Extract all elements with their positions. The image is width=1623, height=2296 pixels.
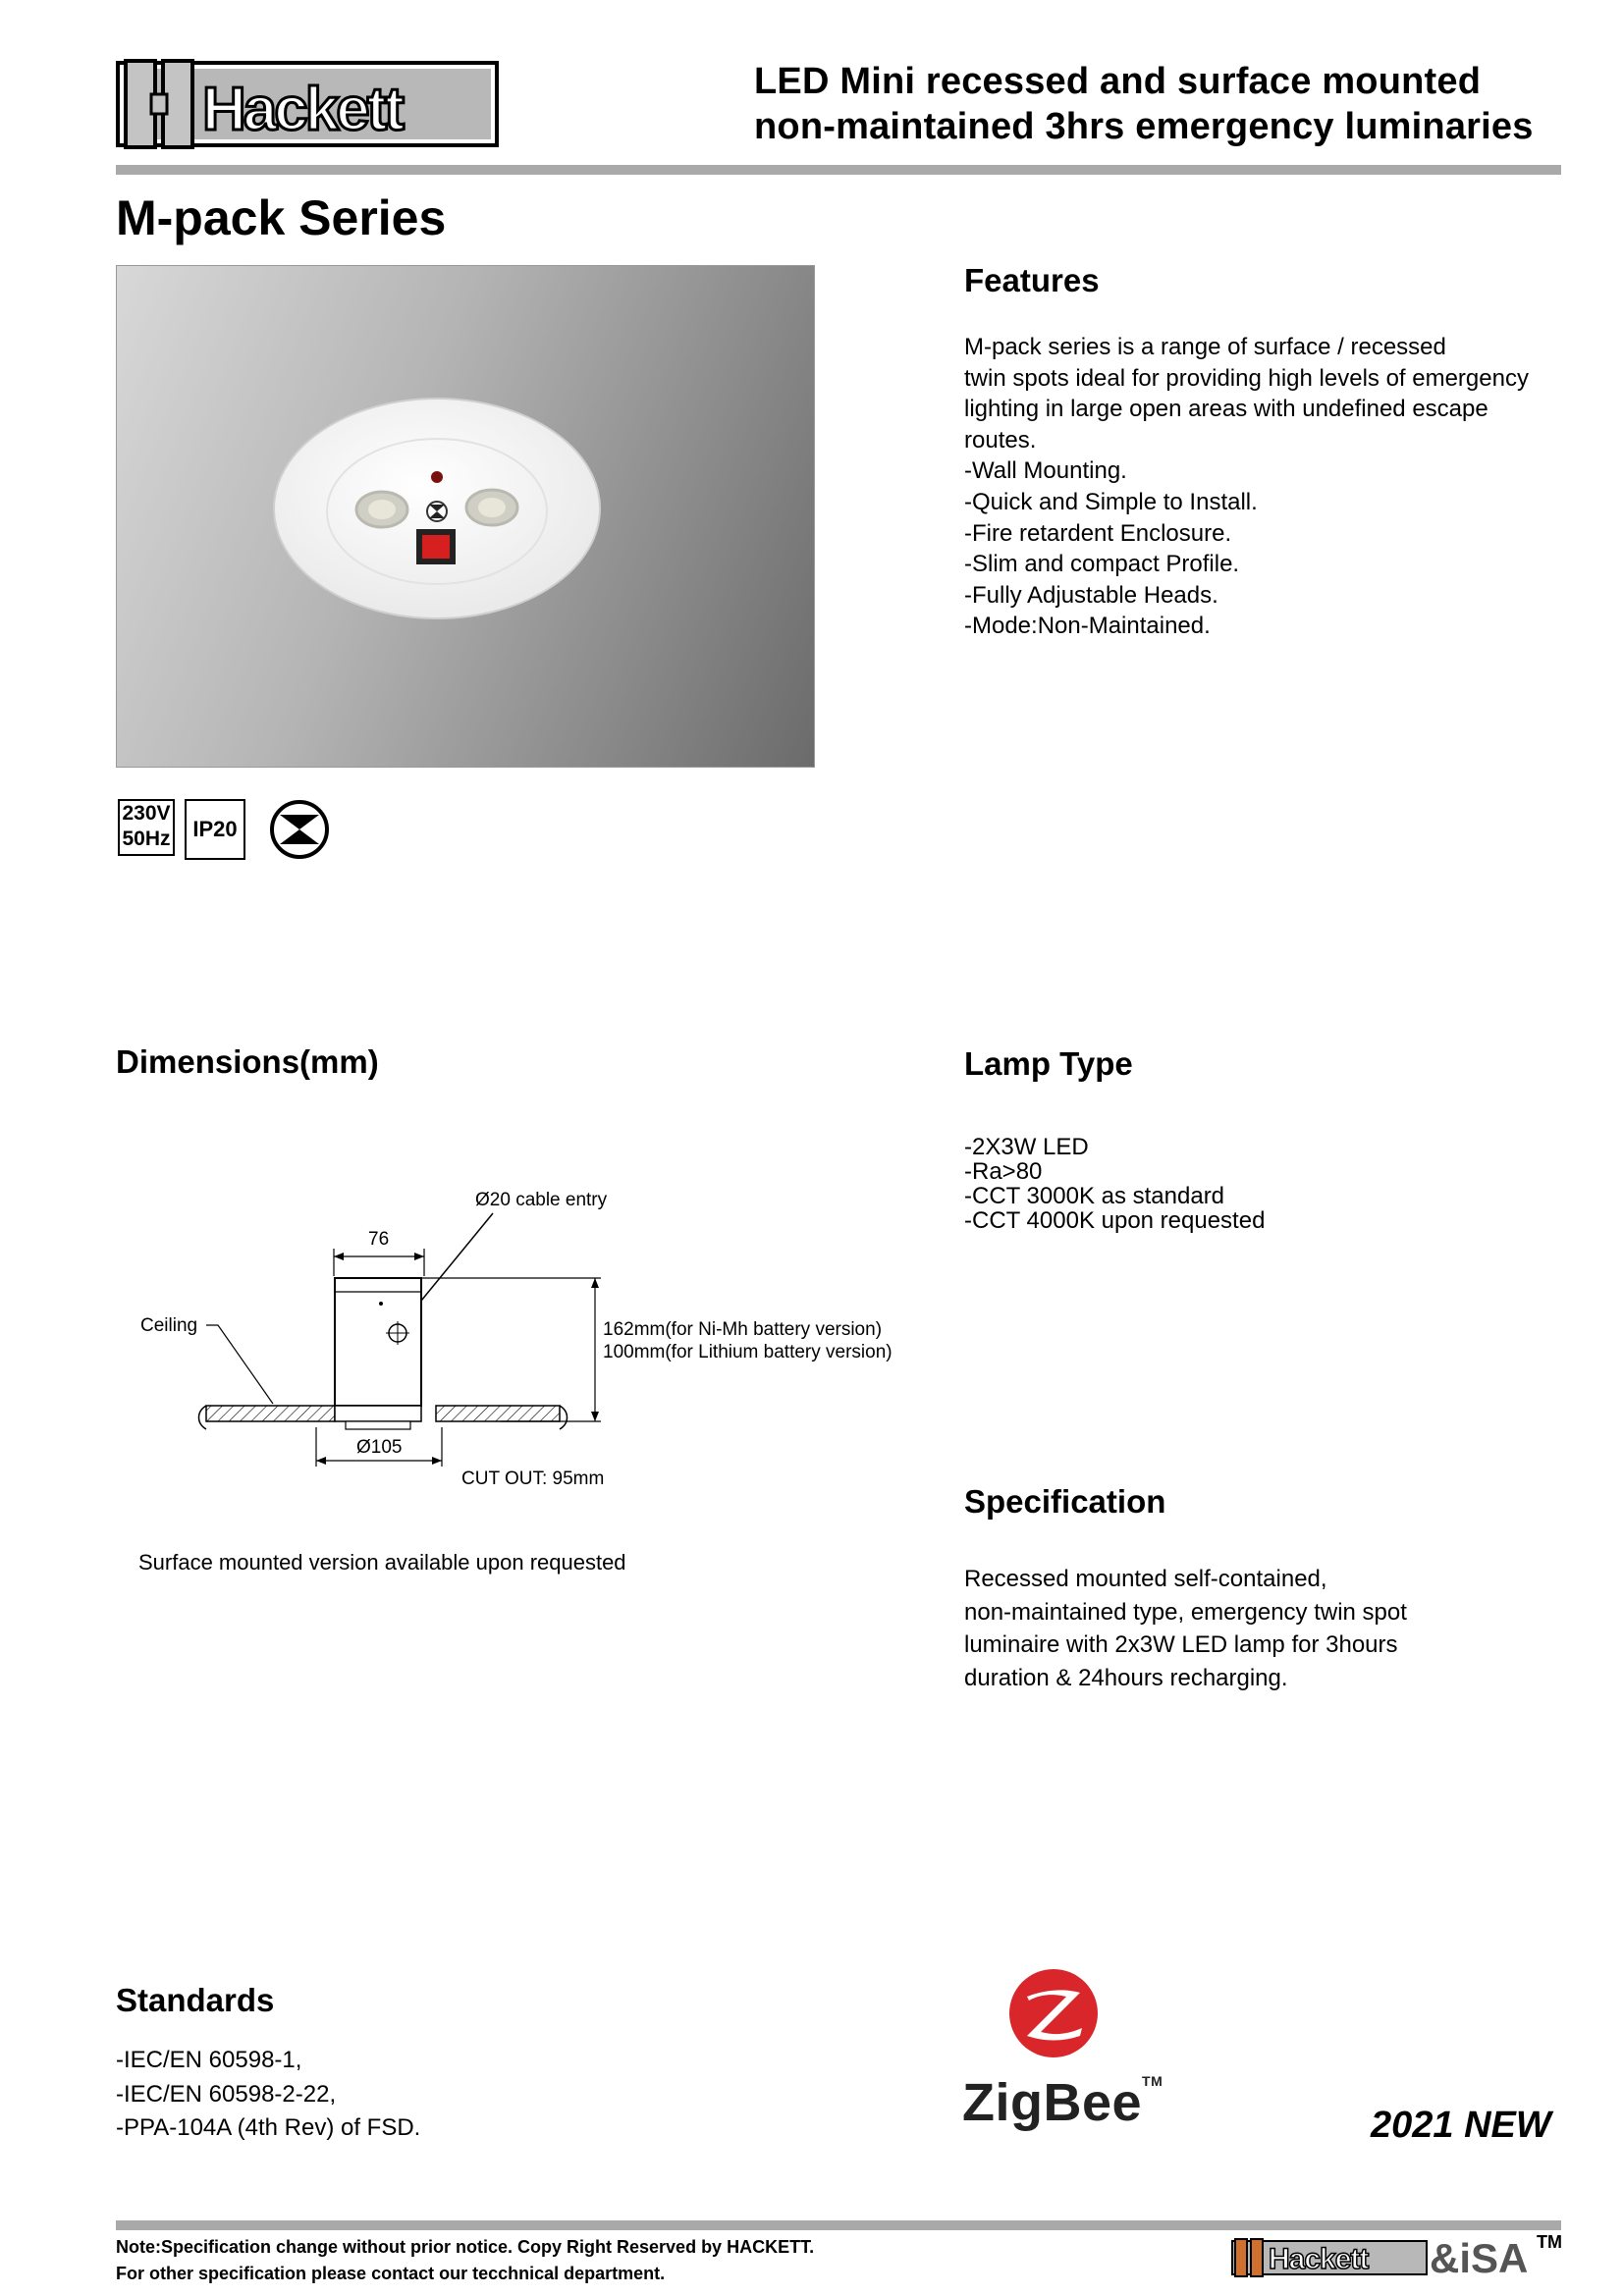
diameter-label: Ø105 [356,1437,403,1458]
specification-line: Recessed mounted self-contained, [964,1566,1327,1592]
frequency-value: 50Hz [122,828,171,850]
standards-item: -PPA-104A (4th Rev) of FSD. [116,2114,421,2141]
zigbee-logo-icon [1007,1967,1100,2059]
header-title [754,59,1534,149]
lamp-type-item: -2X3W LED [964,1134,1089,1160]
ceiling-label: Ceiling [140,1315,198,1336]
test-button [422,535,450,559]
standards-heading: Standards [116,1982,275,2018]
standards-list [116,2044,420,2146]
lamp-type-list [964,1135,1265,1233]
specification-line: duration & 24hours recharging. [964,1664,1288,1691]
features-list-item: -Wall Mounting. [964,457,1127,485]
hackett-logo [116,59,499,149]
year-badge: 2021 NEW [1371,2105,1551,2146]
header-title-line1: LED Mini recessed and surface mounted [754,61,1482,102]
footer-divider [116,2220,1561,2230]
series-title: M-pack Series [116,190,447,245]
lamp-type-item: -Ra>80 [964,1158,1043,1185]
lamp-type-item: -CCT 4000K upon requested [964,1207,1266,1234]
header-title-line2: non-maintained 3hrs emergency luminaries [754,106,1534,147]
width-dimension-label: 76 [368,1229,390,1250]
features-list-item: -Fully Adjustable Heads. [964,581,1218,609]
features-list-item: -Fire retardent Enclosure. [964,519,1232,547]
luminaire-body [335,1278,421,1406]
specification-line: luminaire with 2x3W LED lamp for 3hours [964,1631,1398,1658]
footer-note-line: Note:Specification change without prior notice. Copy Right Reserved by HACKETT. [116,2237,815,2257]
features-intro-line: twin spots ideal for providing high levels of emergency [964,364,1529,392]
footer-isa-mark: &iSA [1430,2235,1529,2281]
lamp-type-heading: Lamp Type [964,1045,1133,1082]
voltage-rating-badge [118,799,175,856]
standards-item: -IEC/EN 60598-2-22, [116,2080,337,2108]
features-intro-line: lighting in large open areas with undefined escape [964,396,1488,423]
specification-text [964,1563,1407,1694]
dimension-drawing [128,1178,913,1502]
zigbee-tm: TM [1142,2073,1163,2089]
cable-entry-label: Ø20 cable entry [475,1190,608,1210]
lamp-type-item: -CCT 3000K as standard [964,1183,1225,1209]
cut-out-label: CUT OUT: 95mm [461,1468,605,1489]
surface-mount-note: Surface mounted version available upon requested [138,1550,626,1575]
specification-line: non-maintained type, emergency twin spot [964,1598,1407,1626]
footer-note-line: For other specification please contact our tecchnical department. [116,2264,666,2283]
zigbee-text: ZigBee [962,2073,1143,2132]
specification-heading: Specification [964,1483,1166,1520]
dimensions-heading: Dimensions(mm) [116,1043,379,1080]
features-heading: Features [964,262,1100,298]
features-list-item: -Mode:Non-Maintained. [964,613,1211,640]
voltage-value: 230V [122,802,171,825]
height-lithium-label: 100mm(for Lithium battery version) [603,1342,893,1362]
standards-item: -IEC/EN 60598-1, [116,2047,302,2073]
features-list-item: -Slim and compact Profile. [964,551,1240,578]
logo-text: Hackett [202,76,402,143]
ip-rating-badge: IP20 [185,799,245,860]
emergency-symbol-icon [269,799,330,860]
features-list [964,455,1573,642]
footer-hackett-logo [1231,2238,1428,2277]
features-intro-line: M-pack series is a range of surface / recessed [964,334,1446,360]
indicator-led [431,471,443,483]
product-photo [116,265,815,768]
zigbee-wordmark [962,2071,1163,2134]
features-intro-line: routes. [964,426,1037,454]
footer-tm: TM [1537,2232,1562,2252]
height-ni-mh-label: 162mm(for Ni-Mh battery version) [603,1319,883,1340]
features-text [964,332,1573,642]
footer-logo-text: Hackett [1269,2243,1369,2275]
features-list-item: -Quick and Simple to Install. [964,488,1258,515]
footer-note [116,2234,814,2287]
header-divider [116,165,1561,175]
